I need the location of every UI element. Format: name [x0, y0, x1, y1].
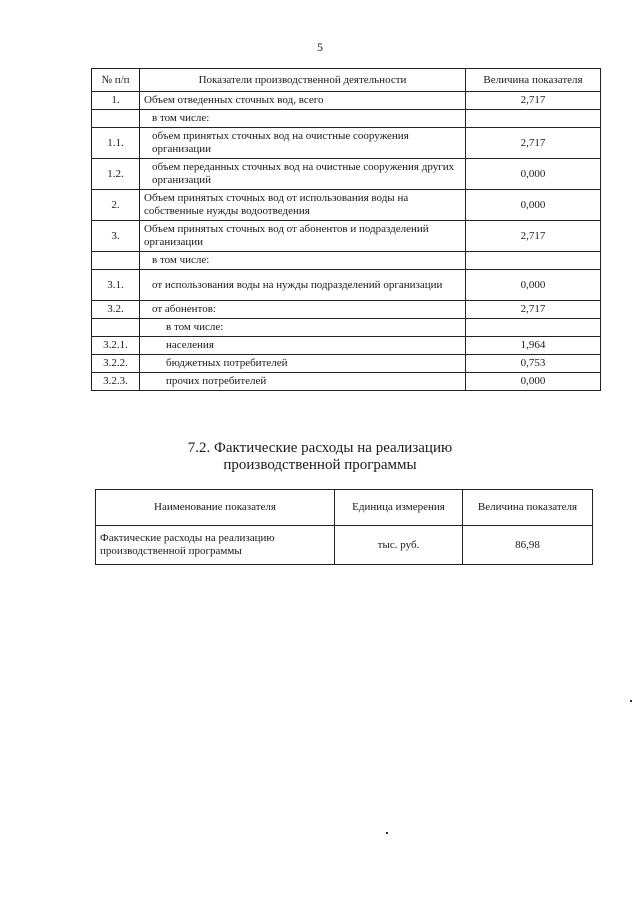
- row-value: [466, 319, 601, 337]
- row-number: 2.: [92, 190, 140, 221]
- header-indicator-name: Наименование показателя: [96, 490, 335, 526]
- table-row: [92, 270, 601, 301]
- table-header-row: [92, 69, 601, 92]
- row-value: 2,717: [466, 301, 601, 319]
- table-row: [92, 190, 601, 221]
- row-value: 2,717: [466, 128, 601, 159]
- row-number: [92, 110, 140, 128]
- row-number: 3.: [92, 221, 140, 252]
- row-value: 86,98: [463, 526, 593, 565]
- row-number: 3.2.3.: [92, 373, 140, 391]
- table-row: [92, 301, 601, 319]
- row-label: Объем принятых сточных вод от абонентов и подразделений организации: [140, 221, 466, 252]
- section-heading: [0, 440, 640, 474]
- row-label: Объем отведенных сточных вод, всего: [140, 92, 466, 110]
- row-value: 0,000: [466, 190, 601, 221]
- row-value: 0,000: [466, 270, 601, 301]
- table-row: [92, 92, 601, 110]
- row-value: 0,000: [466, 373, 601, 391]
- row-value: [466, 252, 601, 270]
- row-label: от абонентов:: [140, 301, 466, 319]
- row-label: от использования воды на нужды подразделений организации: [140, 270, 466, 301]
- row-value: [466, 110, 601, 128]
- row-label: бюджетных потребителей: [140, 355, 466, 373]
- table-row: [96, 526, 593, 565]
- table-row: [92, 110, 601, 128]
- scan-speck: [630, 700, 632, 702]
- row-number: 3.2.1.: [92, 337, 140, 355]
- table-row: [92, 373, 601, 391]
- row-label: в том числе:: [140, 252, 466, 270]
- row-value: 2,717: [466, 221, 601, 252]
- table-header-row: [96, 490, 593, 526]
- table-row: [92, 252, 601, 270]
- table-row: [92, 337, 601, 355]
- row-value: 0,000: [466, 159, 601, 190]
- header-value: Величина показателя: [463, 490, 593, 526]
- row-label: прочих потребителей: [140, 373, 466, 391]
- table-row: [92, 128, 601, 159]
- table-row: [92, 221, 601, 252]
- row-value: 1,964: [466, 337, 601, 355]
- header-indicator: Показатели производственной деятельности: [140, 69, 466, 92]
- row-number: 1.: [92, 92, 140, 110]
- table-row: [92, 159, 601, 190]
- page-number: 5: [317, 40, 323, 54]
- row-label: населения: [140, 337, 466, 355]
- row-label: объем переданных сточных вод на очистные сооружения других организаций: [140, 159, 466, 190]
- header-number: № п/п: [92, 69, 140, 92]
- row-value: 0,753: [466, 355, 601, 373]
- section-heading-line1: 7.2. Фактические расходы на реализацию: [187, 440, 453, 456]
- row-number: [92, 252, 140, 270]
- row-number: 3.1.: [92, 270, 140, 301]
- row-value: 2,717: [466, 92, 601, 110]
- production-indicators-table: [91, 68, 601, 391]
- row-number: [92, 319, 140, 337]
- scan-speck: [386, 832, 388, 834]
- table-row: [92, 319, 601, 337]
- row-label: в том числе:: [140, 110, 466, 128]
- row-label: в том числе:: [140, 319, 466, 337]
- row-unit: тыс. руб.: [335, 526, 463, 565]
- row-number: 1.1.: [92, 128, 140, 159]
- table-row: [92, 355, 601, 373]
- row-number: 3.2.2.: [92, 355, 140, 373]
- row-number: 1.2.: [92, 159, 140, 190]
- row-number: 3.2.: [92, 301, 140, 319]
- actual-expenses-table: [95, 489, 593, 565]
- row-label: Объем принятых сточных вод от использования воды на собственные нужды водоотведения: [140, 190, 466, 221]
- header-unit: Единица измерения: [335, 490, 463, 526]
- section-heading-line2: производственной программы: [223, 457, 417, 473]
- header-value: Величина показателя: [466, 69, 601, 92]
- row-indicator-name: Фактические расходы на реализацию производственной программы: [96, 526, 335, 565]
- row-label: объем принятых сточных вод на очистные сооружения организации: [140, 128, 466, 159]
